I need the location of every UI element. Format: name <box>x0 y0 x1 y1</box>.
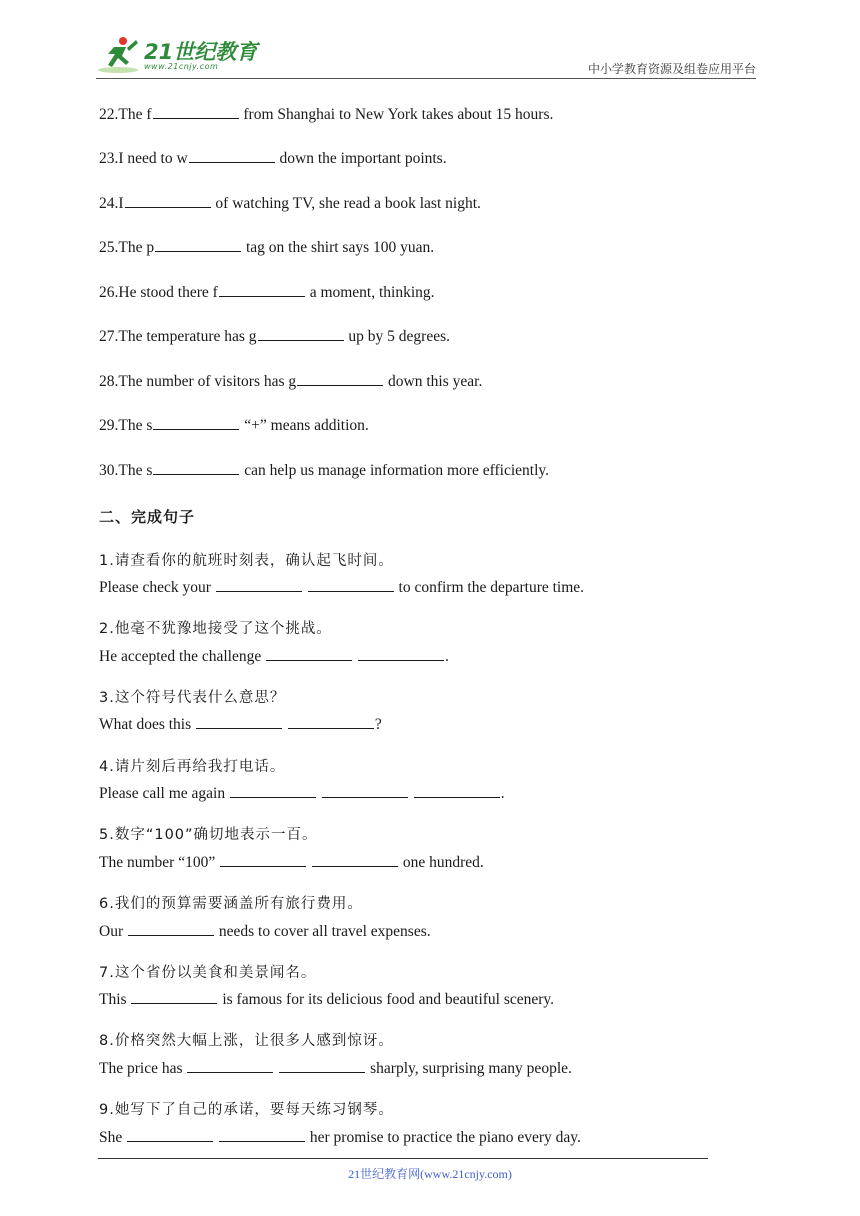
answer-blank[interactable] <box>153 414 239 430</box>
question-27: 27.The temperature has g up by 5 degrees. <box>99 325 450 347</box>
header-divider <box>96 78 756 79</box>
answer-blank[interactable] <box>322 782 408 798</box>
question-30: 30.The s can help us manage information more efficiently. <box>99 459 549 481</box>
sentence-4-english: Please call me again . <box>99 782 505 804</box>
answer-blank[interactable] <box>312 851 398 867</box>
sentence-2-chinese: 2.他毫不犹豫地接受了这个挑战。 <box>99 621 332 637</box>
answer-blank[interactable] <box>125 192 211 208</box>
answer-blank[interactable] <box>219 1126 305 1142</box>
answer-blank[interactable] <box>153 103 239 119</box>
sentence-2-english: He accepted the challenge . <box>99 645 449 667</box>
answer-blank[interactable] <box>358 645 444 661</box>
question-24: 24.I of watching TV, she read a book last night. <box>99 192 481 214</box>
answer-blank[interactable] <box>127 1126 213 1142</box>
footer-divider <box>98 1158 708 1159</box>
question-25: 25.The p tag on the shirt says 100 yuan. <box>99 236 434 258</box>
answer-blank[interactable] <box>131 988 217 1004</box>
answer-blank[interactable] <box>297 370 383 386</box>
answer-blank[interactable] <box>153 459 239 475</box>
sentence-1-english: Please check your to confirm the departure time. <box>99 576 584 598</box>
logo-text: 21世纪教育 <box>144 40 258 64</box>
answer-blank[interactable] <box>189 147 275 163</box>
answer-blank[interactable] <box>155 236 241 252</box>
page-header <box>96 30 756 78</box>
sentence-4-chinese: 4.请片刻后再给我打电话。 <box>99 759 286 775</box>
question-26: 26.He stood there f a moment, thinking. <box>99 281 435 303</box>
answer-blank[interactable] <box>414 782 500 798</box>
sentence-8-chinese: 8.价格突然大幅上涨，让很多人感到惊讶。 <box>99 1033 394 1049</box>
question-23: 23.I need to w down the important points. <box>99 147 447 169</box>
sentence-7-chinese: 7.这个省份以美食和美景闻名。 <box>99 965 317 981</box>
sentence-7-english: This is famous for its delicious food and beautiful scenery. <box>99 988 554 1010</box>
sentence-9-english: She her promise to practice the piano every day. <box>99 1126 581 1148</box>
answer-blank[interactable] <box>288 713 374 729</box>
sentence-5-english: The number “100” one hundred. <box>99 851 484 873</box>
sentence-9-chinese: 9.她写下了自己的承诺，要每天练习钢琴。 <box>99 1102 394 1118</box>
sentence-6-english: Our needs to cover all travel expenses. <box>99 920 431 942</box>
site-logo[interactable] <box>96 34 266 78</box>
answer-blank[interactable] <box>187 1057 273 1073</box>
sentence-3-chinese: 3.这个符号代表什么意思？ <box>99 690 286 706</box>
sentence-5-chinese: 5.数字“100”确切地表示一百。 <box>99 827 318 843</box>
answer-blank[interactable] <box>128 920 214 936</box>
sentence-8-english: The price has sharply, surprising many people. <box>99 1057 572 1079</box>
answer-blank[interactable] <box>279 1057 365 1073</box>
answer-blank[interactable] <box>196 713 282 729</box>
answer-blank[interactable] <box>308 576 394 592</box>
section-title: 二、完成句子 <box>99 508 196 526</box>
footer-link[interactable]: 21世纪教育网(www.21cnjy.com) <box>348 1167 512 1181</box>
sentence-6-chinese: 6.我们的预算需要涵盖所有旅行费用。 <box>99 896 363 912</box>
runner-logo-icon <box>96 34 142 76</box>
answer-blank[interactable] <box>219 281 305 297</box>
answer-blank[interactable] <box>220 851 306 867</box>
logo-url: www.21cnjy.com <box>144 62 219 71</box>
answer-blank[interactable] <box>258 325 344 341</box>
question-29: 29.The s “+” means addition. <box>99 414 369 436</box>
answer-blank[interactable] <box>266 645 352 661</box>
question-28: 28.The number of visitors has g down this year. <box>99 370 482 392</box>
question-22: 22.The f from Shanghai to New York takes about 15 hours. <box>99 103 553 125</box>
answer-blank[interactable] <box>216 576 302 592</box>
sentence-1-chinese: 1.请查看你的航班时刻表，确认起飞时间。 <box>99 553 394 569</box>
answer-blank[interactable] <box>230 782 316 798</box>
sentence-3-english: What does this ? <box>99 713 382 735</box>
platform-title: 中小学教育资源及组卷应用平台 <box>587 62 756 76</box>
